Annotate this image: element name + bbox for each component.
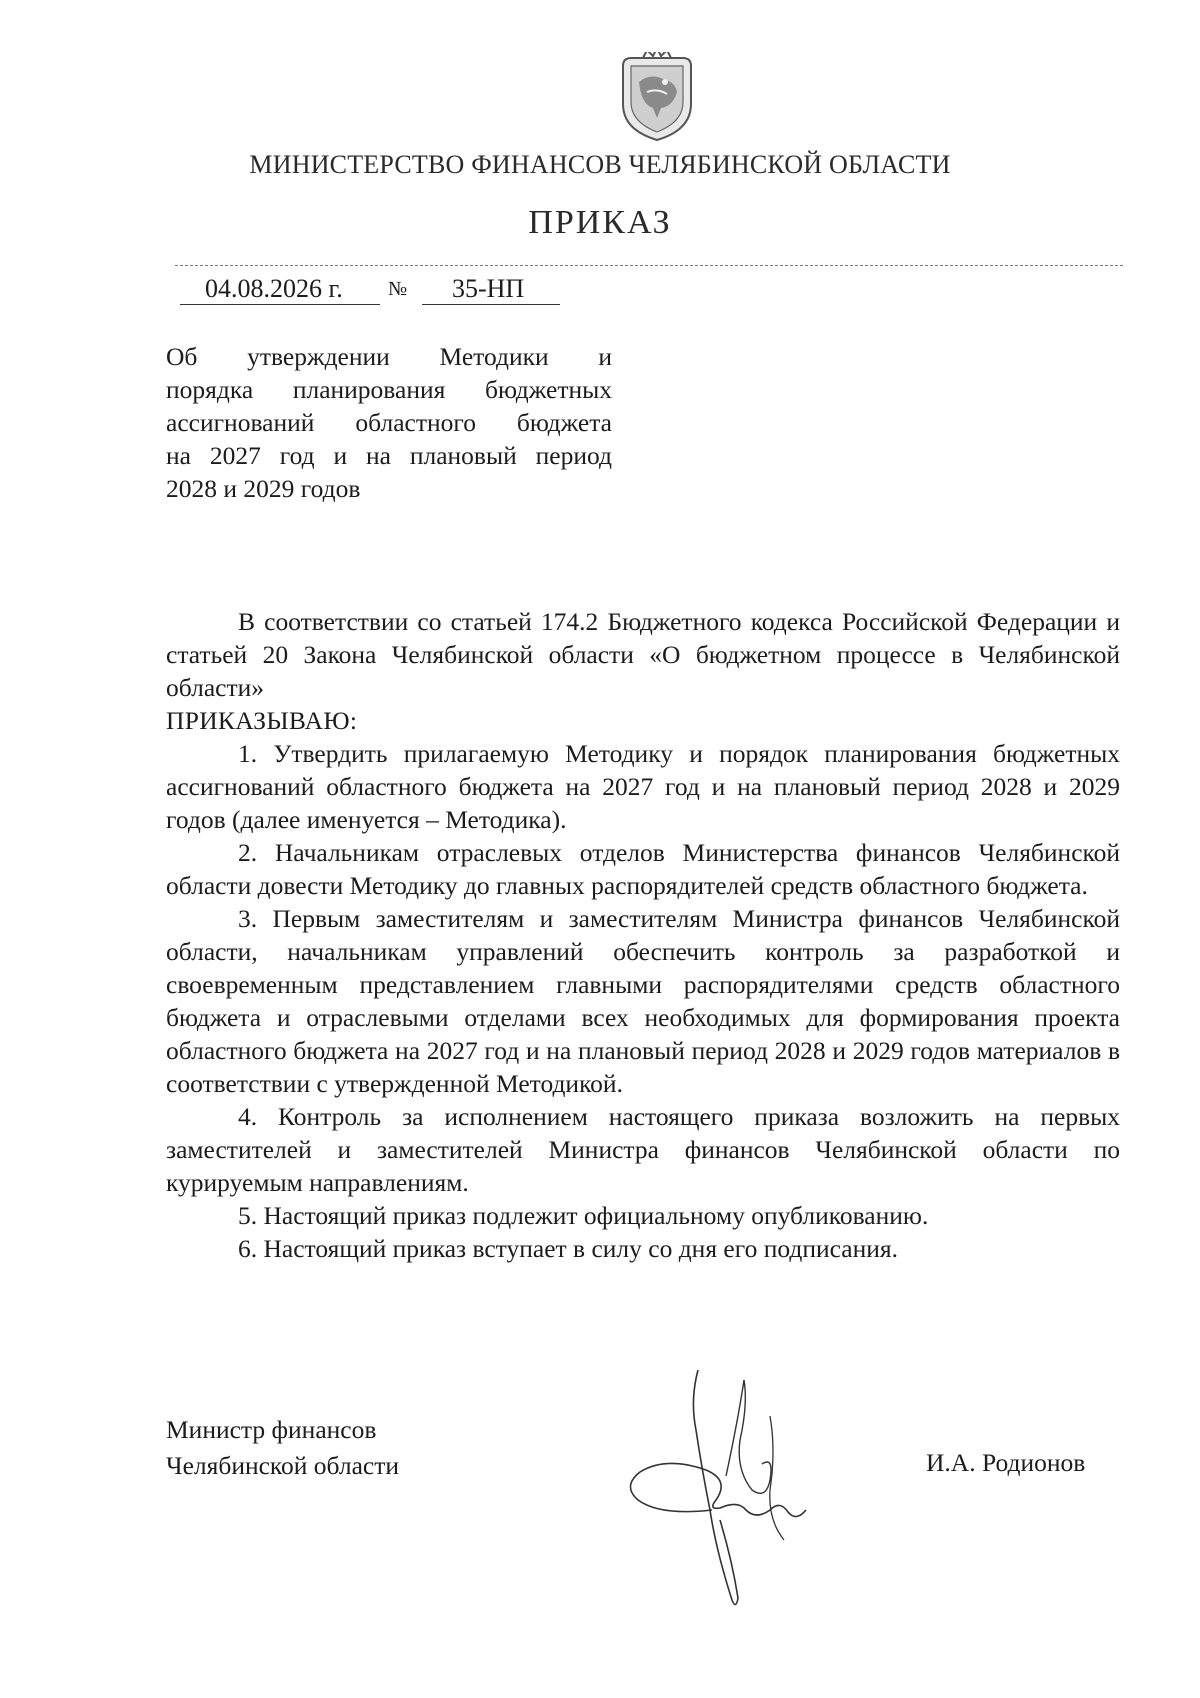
- number-sign: №: [388, 278, 408, 300]
- document-title: ПРИКАЗ: [528, 204, 672, 241]
- coat-of-arms-icon: [617, 52, 697, 144]
- position-line: Министр финансов: [166, 1415, 377, 1444]
- order-subject: [166, 340, 612, 505]
- order-item: 5. Настоящий приказ подлежит официальному опубликованию.: [238, 1201, 929, 1230]
- number-underline: [422, 304, 560, 305]
- order-item: 3. Первым заместителям и заместителям Министра финансов Челябинской области, начальникам управлений обеспечить контроль за разработкой и своевременным представлением главными распорядителями средств областного бюджета и отраслевыми отделами всех необходимых для формирования проекта областного бюджета на 2027 год и на плановый период 2028 и 2029 годов материалов в соответствии с утвержденной Методикой.: [166, 904, 1120, 1098]
- subject-line: ассигнований областного бюджета: [166, 408, 612, 437]
- handwritten-signature-icon: [620, 1360, 830, 1620]
- order-word: ПРИКАЗЫВАЮ:: [166, 706, 358, 735]
- subject-line: Об утверждении Методики и: [166, 342, 612, 371]
- subject-line: 2028 и 2029 годов: [166, 474, 361, 503]
- position-line: Челябинской области: [166, 1451, 400, 1480]
- order-item: 1. Утвердить прилагаемую Методику и порядок планирования бюджетных ассигнований областного бюджета на 2027 год и на плановый период 2028 и 2029 годов (далее именуется – Методика).: [166, 739, 1120, 834]
- header-divider: [175, 265, 1123, 266]
- signatory-name: И.А. Родионов: [926, 1448, 1086, 1477]
- ministry-name: МИНИСТЕРСТВО ФИНАНСОВ ЧЕЛЯБИНСКОЙ ОБЛАСТИ: [249, 150, 951, 179]
- preamble: В соответствии со статьей 174.2 Бюджетного кодекса Российской Федерации и статьей 20 Закона Челябинской области «О бюджетном процессе в Челябинской области»: [166, 607, 1120, 702]
- order-item: 6. Настоящий приказ вступает в силу со дня его подписания.: [238, 1234, 898, 1263]
- signatory-position: [166, 1412, 399, 1484]
- order-item: 4. Контроль за исполнением настоящего приказа возложить на первых заместителей и заместителей Министра финансов Челябинской области по курируемым направлениям.: [166, 1102, 1120, 1197]
- date-underline: [180, 304, 380, 305]
- order-item: 2. Начальникам отраслевых отделов Министерства финансов Челябинской области довести Методику до главных распорядителей средств областного бюджета.: [166, 838, 1120, 900]
- order-date: 04.08.2026 г.: [205, 274, 343, 303]
- order-body: [166, 605, 1120, 1265]
- subject-line: порядка планирования бюджетных: [166, 375, 612, 404]
- order-number: 35-НП: [452, 274, 525, 303]
- subject-line: на 2027 год и на плановый период: [166, 441, 612, 470]
